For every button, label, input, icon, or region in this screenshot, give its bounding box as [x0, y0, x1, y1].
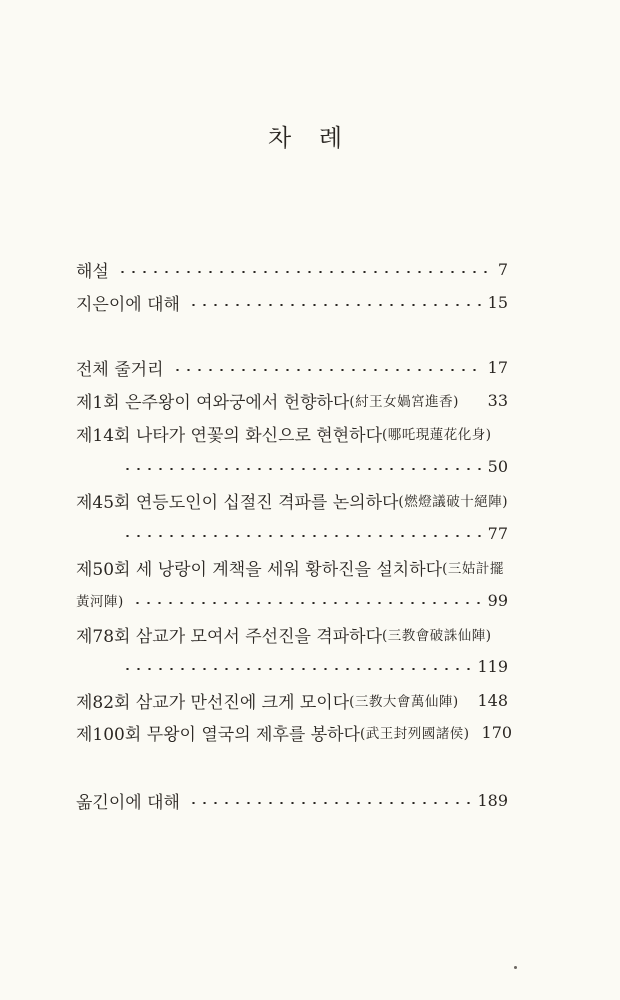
toc-entry-hanja: (武王封列國諸侯) [359, 726, 470, 742]
toc-entry-chapter-50[interactable] [76, 553, 508, 581]
dot-leader [117, 271, 492, 273]
toc-entry-title: 제1회 은주왕이 여와궁에서 헌향하다 [76, 392, 350, 413]
dot-leader [132, 602, 482, 604]
toc-entry-chapter-14-cont[interactable] [76, 452, 508, 480]
toc-entry-chapter-45-cont[interactable] [76, 519, 508, 547]
toc-entry-page: 77 [487, 523, 508, 543]
toc-entry-page: 170 [481, 722, 513, 742]
toc-entry-hanja: (紂王女媧宮進香) [349, 394, 459, 410]
toc-entry-hanja-cont: 黃河陣) [76, 594, 124, 610]
toc-entry-title: 옮긴이에 대해 [76, 792, 180, 813]
dot-leader [188, 802, 472, 804]
toc-entry-page: 189 [477, 790, 508, 810]
toc-entry-page: 33 [487, 390, 508, 410]
toc-entry-synopsis[interactable] [76, 353, 508, 381]
toc-entry-page: 7 [497, 259, 508, 279]
toc-entry-chapter-82[interactable] [76, 686, 508, 714]
toc-entry-title: 제14회 나타가 연꽃의 화신으로 현현하다 [76, 425, 382, 446]
toc-entry-page: 99 [487, 590, 508, 610]
toc-entry-commentary[interactable] [76, 255, 508, 283]
toc-entry-chapter-50-cont[interactable] [76, 586, 508, 614]
toc-entry-title: 지은이에 대해 [76, 294, 180, 315]
dot-leader [122, 535, 482, 537]
toc-entry-hanja: (三教會破誅仙陣) [382, 628, 492, 644]
toc-entry-title: 제100회 무왕이 열국의 제후를 봉하다 [76, 724, 360, 745]
toc-entry-hanja: (燃燈議破十絕陣) [398, 494, 508, 510]
toc-entry-hanja: (三姑計擺 [442, 561, 504, 577]
toc-entry-title: 제50회 세 낭랑이 계책을 세워 황하진을 설치하다 [76, 559, 443, 580]
toc-entry-page: 148 [477, 690, 508, 710]
paper-speck [514, 966, 517, 969]
toc-entry-hanja: (三教大會萬仙陣) [349, 694, 459, 710]
toc-entry-chapter-45[interactable] [76, 486, 508, 514]
toc-entry-chapter-78-cont[interactable] [76, 652, 508, 680]
dot-leader [188, 304, 482, 306]
page-title: 차 례 [268, 124, 352, 152]
toc-entry-hanja: (哪吒現蓮花化身) [382, 427, 492, 443]
toc-entry-title: 제82회 삼교가 만선진에 크게 모이다 [76, 692, 350, 713]
toc-entry-page: 17 [487, 357, 508, 377]
toc-entry-chapter-78[interactable] [76, 620, 508, 648]
toc-entry-chapter-100[interactable] [76, 718, 513, 746]
toc-entry-page: 119 [477, 656, 508, 676]
toc-entry-title: 제45회 연등도인이 십절진 격파를 논의하다 [76, 492, 399, 513]
dot-leader [122, 668, 471, 670]
toc-entry-about-author[interactable] [76, 288, 508, 316]
dot-leader [122, 468, 482, 470]
toc-entry-page: 50 [487, 456, 508, 476]
dot-leader [172, 369, 482, 371]
toc-entry-about-translator[interactable] [76, 786, 508, 814]
toc-entry-title: 전체 줄거리 [76, 359, 164, 380]
toc-entry-title: 제78회 삼교가 모여서 주선진을 격파하다 [76, 626, 382, 647]
toc-entry-page: 15 [487, 292, 508, 312]
toc-entry-title: 해설 [76, 261, 109, 282]
toc-entry-chapter-1[interactable] [76, 386, 508, 414]
toc-entry-chapter-14[interactable] [76, 419, 508, 447]
